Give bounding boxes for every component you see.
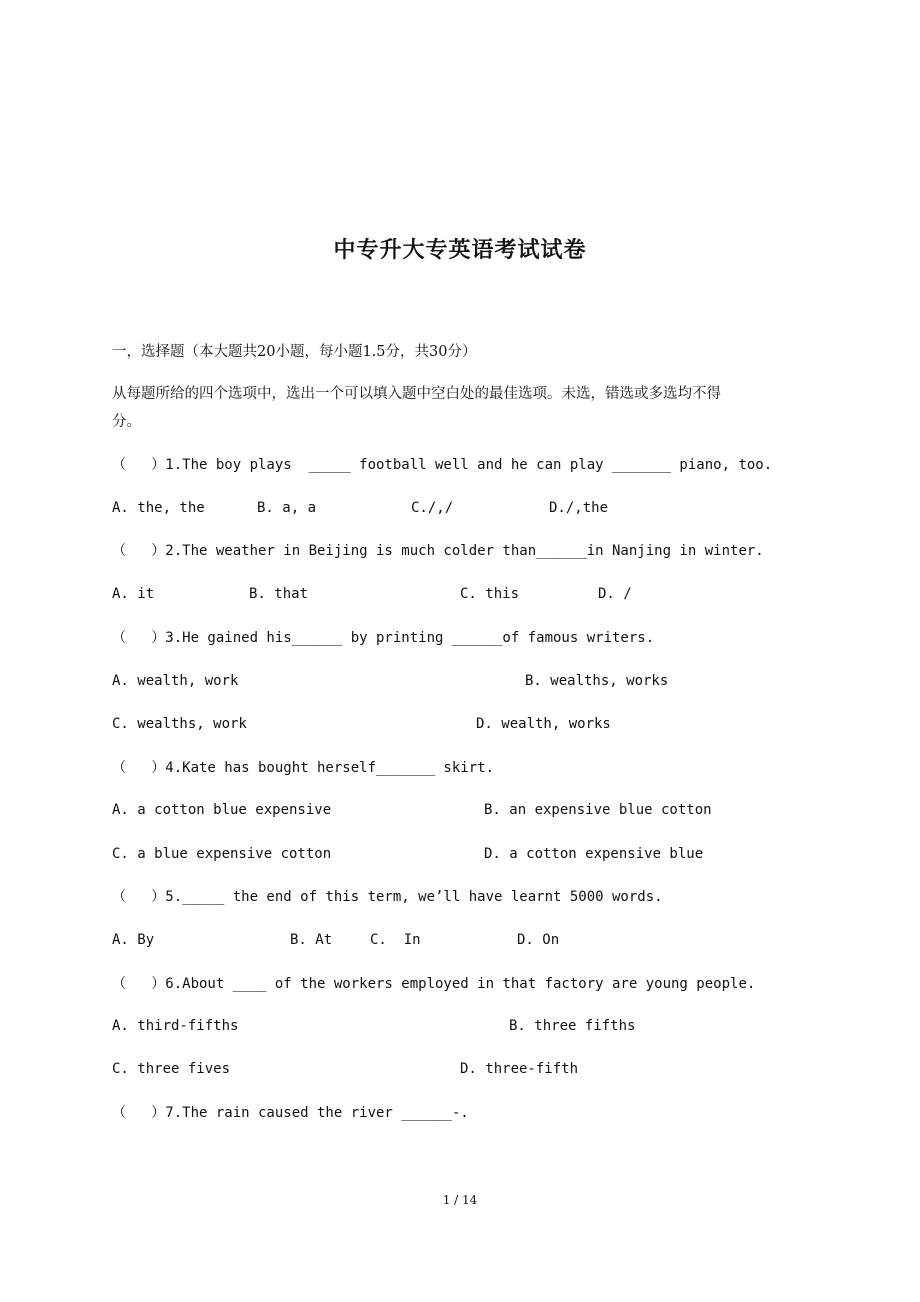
instruction-line-1: 从每题所给的四个选项中，选出一个可以填入题中空白处的最佳选项。未选，错选或多选均不得: [112, 386, 721, 402]
q2-option-b: B. that: [249, 586, 309, 602]
question-1: （ ）1.The boy plays _____ football well and he can play _______ piano, too.: [112, 457, 773, 473]
q6-option-b: B. three fifths: [509, 1018, 636, 1034]
page-number: 1 / 14: [442, 1193, 478, 1207]
q3-option-d: D. wealth, works: [476, 716, 611, 732]
q3-option-b: B. wealths, works: [525, 673, 669, 689]
q2-option-c: C. this: [460, 586, 520, 602]
question-3: （ ）3.He gained his______ by printing ______of famous writers.: [112, 630, 655, 646]
q4-option-c: C. a blue expensive cotton: [112, 846, 332, 862]
q6-option-d: D. three-fifth: [460, 1061, 579, 1077]
q5-option-a: A. By: [112, 932, 155, 948]
q2-option-d: D. /: [598, 586, 632, 602]
page-title: 中专升大专英语考试试卷: [333, 237, 587, 263]
q3-option-a: A. wealth, work: [112, 673, 239, 689]
q1-option-a: A. the, the: [112, 500, 205, 516]
q6-option-c: C. three fives: [112, 1061, 231, 1077]
question-7: （ ）7.The rain caused the river ______-.: [112, 1105, 469, 1121]
q1-option-d: D./,the: [549, 500, 609, 516]
q2-option-a: A. it: [112, 586, 155, 602]
instruction-line-2: 分。: [112, 414, 141, 430]
q5-option-b: B. At: [290, 932, 333, 948]
question-2: （ ）2.The weather in Beijing is much colder than______in Nanjing in winter.: [112, 543, 764, 559]
q5-option-c: C. In: [370, 932, 421, 948]
question-4: （ ）4.Kate has bought herself_______ skirt.: [112, 760, 495, 776]
q4-option-a: A. a cotton blue expensive: [112, 802, 332, 818]
q6-option-a: A. third-fifths: [112, 1018, 239, 1034]
q4-option-d: D. a cotton expensive blue: [484, 846, 704, 862]
q1-option-c: C./,/: [411, 500, 454, 516]
question-6: （ ）6.About ____ of the workers employed in that factory are young people.: [112, 976, 756, 992]
q4-option-b: B. an expensive blue cotton: [484, 802, 712, 818]
section-heading: 一，选择题（本大题共20小题，每小题1.5分，共30分）: [112, 344, 477, 360]
q3-option-c: C. wealths, work: [112, 716, 247, 732]
q1-option-b: B. a, a: [257, 500, 317, 516]
q5-option-d: D. On: [517, 932, 560, 948]
question-5: （ ）5._____ the end of this term, we’ll have learnt 5000 words.: [112, 889, 663, 905]
